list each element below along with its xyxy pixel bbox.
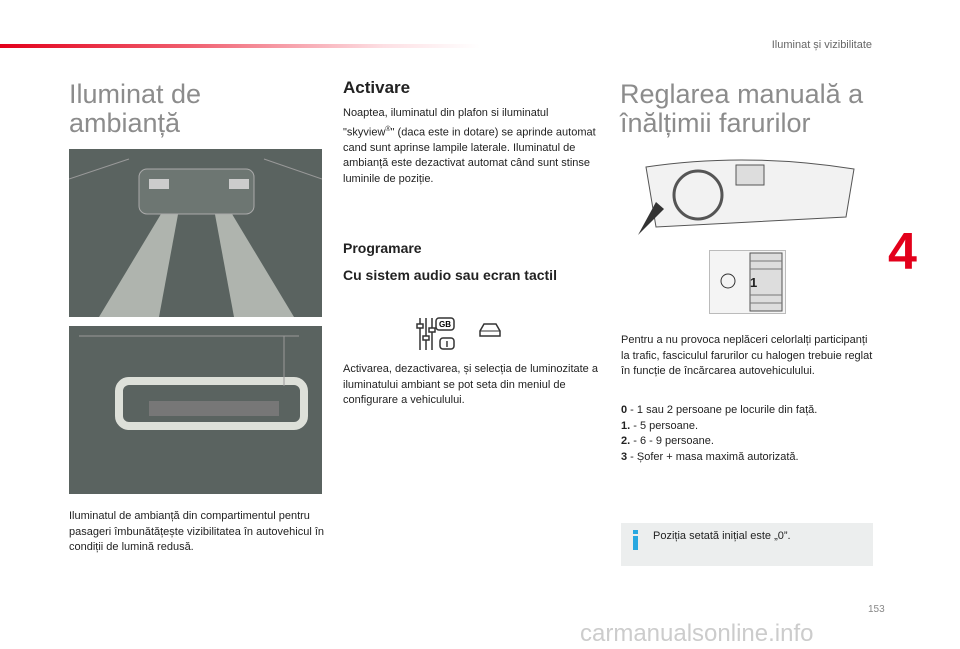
svg-text:I: I — [445, 340, 449, 349]
list-item: 2. - 6 - 9 persoane. — [621, 435, 714, 447]
watermark: carmanualsonline.info — [580, 620, 814, 647]
list-item: 3 - Șofer + masa maximă autorizată. — [621, 450, 799, 463]
settings-sliders-icon — [416, 316, 456, 352]
page-number: 153 — [868, 604, 885, 615]
chapter-number: 4 — [888, 223, 917, 281]
load-positions-list — [621, 403, 879, 465]
svg-text:GB: GB — [439, 320, 451, 329]
info-icon — [633, 530, 638, 550]
info-note — [621, 523, 873, 566]
list-item: 0 - 1 sau 2 persoane pe locurile din față. — [621, 404, 818, 416]
audio-touchscreen-subheading: Cu sistem audio sau ecran tactil — [343, 267, 557, 283]
section-header: Iluminat și vizibilitate — [771, 39, 872, 51]
ceiling-light-illustration — [69, 149, 322, 317]
header-accent-bar — [0, 44, 480, 48]
activation-text: Noaptea, iluminatul din plafon si iluminatul "skyview®" (daca este in dotare) se aprinde automat cand sunt aprinse lampile laterale. Iluminatul de ambianță este dezactivat automat când sunt stinse luminile de poziție. — [343, 107, 596, 185]
skyview-light-illustration — [69, 326, 322, 494]
activation-heading: Activare — [343, 78, 411, 97]
dial-position-label: 1 — [750, 275, 758, 290]
programming-text: Activarea, dezactivarea, și selecția de luminozitate a iluminatului ambiant se pot seta din meniul de configurare a vehiculului. — [343, 363, 598, 406]
car-icon — [478, 320, 502, 342]
ambient-title: Iluminat de ambianță — [69, 79, 202, 138]
programming-heading: Programare — [343, 240, 422, 256]
info-note-text: Poziția setată inițial este „0”. — [653, 530, 791, 542]
headlamp-dial-illustration — [709, 250, 786, 314]
list-item: 1. - 5 persoane. — [621, 419, 699, 432]
headlamp-intro: Pentru a nu provoca neplăceri celorlalți participanți la trafic, fasciculul farurilor cu halogen trebuie reglat în funcție de încărcarea autovehiculului. — [621, 334, 873, 377]
dashboard-illustration — [636, 157, 856, 239]
ambient-caption: Iluminatul de ambianță din compartimentul pentru pasageri îmbunătățește vizibilitatea în autovehicul în condiții de lumină redusă. — [69, 510, 324, 553]
headlamp-adjust-title: Reglarea manuală a înălțimii farurilor — [620, 79, 864, 138]
